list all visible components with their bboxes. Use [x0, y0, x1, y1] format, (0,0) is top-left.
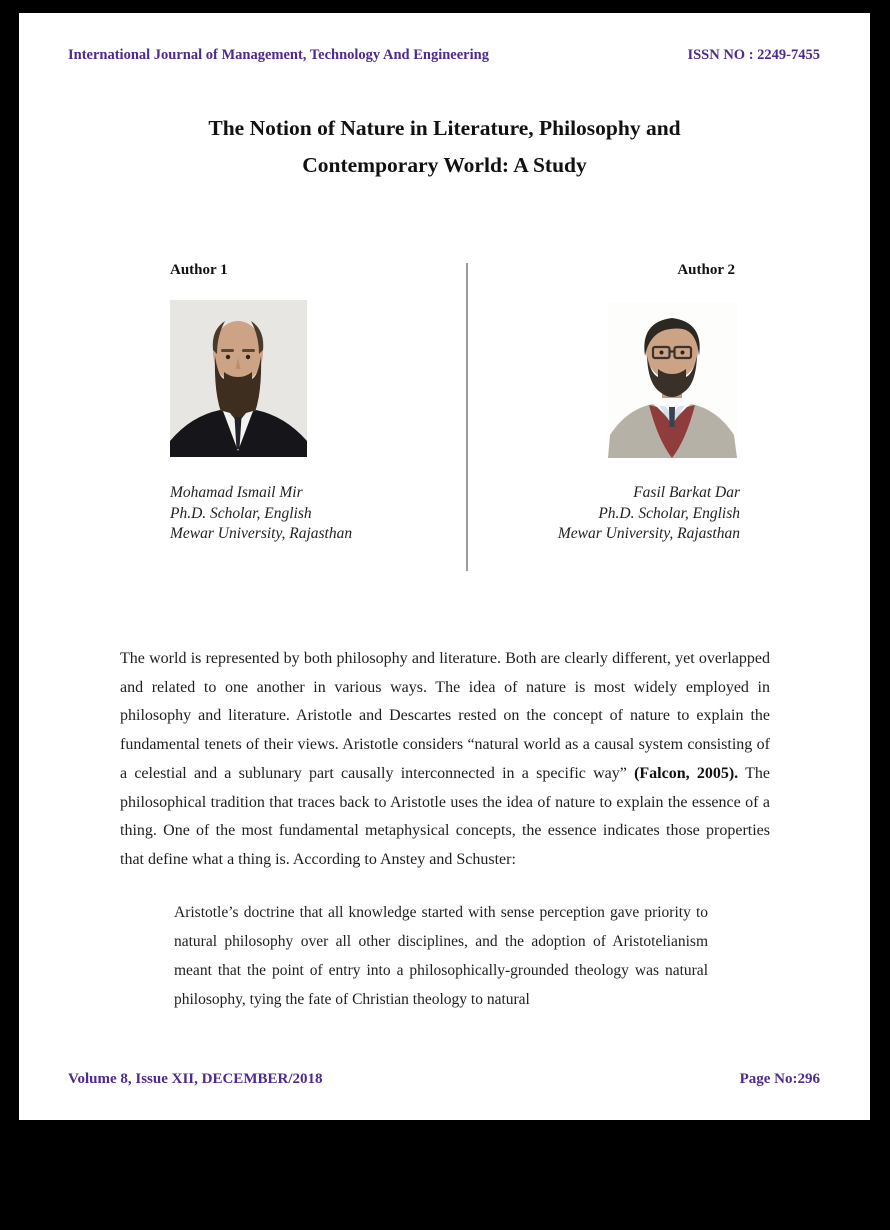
volume-issue-label: Volume 8, Issue XII, DECEMBER/2018: [68, 1071, 323, 1087]
author1-name: Mohamad Ismail Mir: [170, 484, 303, 501]
author2-name: Fasil Barkat Dar: [633, 484, 740, 501]
page-header: [68, 47, 820, 64]
paper-title-line2: Contemporary World: A Study: [302, 153, 587, 177]
portrait-photo-author-1: [170, 300, 307, 457]
journal-name: International Journal of Management, Technology And Engineering: [68, 47, 489, 63]
intro-paragraph-text-2: The philosophical tradition that traces back to Aristotle uses the idea of nature to explain the essence of a thing. One of the most fundamental metaphysical concepts, the essence indicates those properties that define what a thing is. According to Anstey and Schuster:: [120, 764, 771, 868]
author2-role: Ph.D. Scholar, English: [598, 504, 740, 522]
anstey-schuster-blockquote: Aristotle’s doctrine that all knowledge started with sense perception gave priority to natural philosophy over all other disciplines, and the adoption of Aristotelianism meant that the point of entry into a philosophically-grounded theology was natural philosophy, tying the fate of Christian theology to natural: [174, 903, 708, 1008]
intro-paragraph: [120, 645, 770, 875]
paper-title-line1: The Notion of Nature in Literature, Philosophy and: [208, 116, 681, 140]
paper-title: [19, 110, 870, 184]
page-number-label: Page No:296: [739, 1071, 820, 1087]
citation-falcon-2005: (Falcon, 2005).: [634, 764, 739, 782]
author2-label: Author 2: [677, 262, 735, 278]
author1-details: [170, 483, 352, 545]
author1-role: Ph.D. Scholar, English: [170, 504, 312, 522]
author1-label: Author 1: [170, 262, 228, 278]
author1-affiliation: Mewar University, Rajasthan: [170, 525, 353, 542]
page-footer: [68, 1071, 820, 1088]
author2-affiliation: Mewar University, Rajasthan: [557, 525, 740, 542]
paper-page: [19, 13, 870, 1120]
issn-number: ISSN NO : 2249-7455: [687, 47, 820, 63]
portrait-photo-author-2: [608, 302, 737, 458]
author2-details: [558, 483, 740, 545]
intro-paragraph-text-1: The world is represented by both philosophy and literature. Both are clearly different, yet overlapped and related to one another in various ways. The idea of nature is most widely employed in philosophy and literature. Aristotle and Descartes rested on the concept of nature to explain the fundamental tenets of their views. Aristotle considers “natural world as a causal system consisting of a celestial and a sublunary part causally interconnected in a specific way”: [120, 650, 770, 782]
author-column-divider: [466, 263, 468, 571]
